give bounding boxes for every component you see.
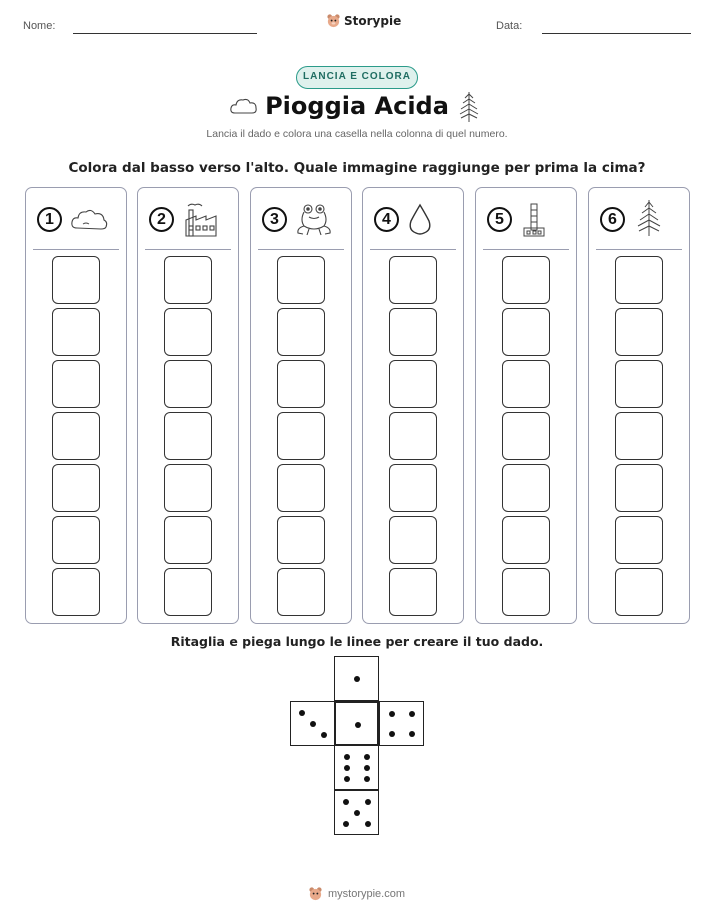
die-pip [344, 776, 350, 782]
die-pip [409, 711, 415, 717]
color-box[interactable] [615, 412, 663, 460]
column-2 [137, 187, 239, 624]
color-box[interactable] [52, 256, 100, 304]
color-box[interactable] [615, 568, 663, 616]
die-pip [299, 710, 305, 716]
die-pip [344, 765, 350, 771]
number-badge: 5 [487, 207, 512, 232]
color-box[interactable] [277, 516, 325, 564]
number-badge: 1 [37, 207, 62, 232]
column-header [598, 202, 683, 240]
column-divider [258, 249, 344, 250]
chimney-icon [519, 202, 561, 238]
color-box[interactable] [164, 256, 212, 304]
color-box[interactable] [164, 412, 212, 460]
column-divider [33, 249, 119, 250]
color-box[interactable] [389, 412, 437, 460]
pine-tree-icon [456, 90, 482, 124]
color-box[interactable] [389, 516, 437, 564]
color-box[interactable] [502, 516, 550, 564]
number-badge: 3 [262, 207, 287, 232]
die-pip [344, 754, 350, 760]
column-header [260, 202, 345, 240]
cloud-icon [69, 202, 111, 238]
name-label: Nome: [23, 20, 56, 32]
die-pip [364, 765, 370, 771]
activity-badge: LANCIA E COLORA [296, 66, 418, 89]
race-columns [25, 187, 690, 624]
color-box[interactable] [52, 516, 100, 564]
storypie-mascot-icon [308, 886, 323, 901]
storypie-mascot-icon [326, 13, 341, 28]
color-box[interactable] [502, 412, 550, 460]
color-box[interactable] [52, 568, 100, 616]
column-divider [483, 249, 569, 250]
column-6 [588, 187, 690, 624]
page-title: Pioggia Acida [265, 92, 449, 120]
column-4 [362, 187, 464, 624]
number-badge: 4 [374, 207, 399, 232]
die-pip [389, 731, 395, 737]
die-pip [409, 731, 415, 737]
die-pip [364, 754, 370, 760]
color-box[interactable] [502, 568, 550, 616]
column-header [147, 202, 232, 240]
date-label: Data: [496, 20, 523, 32]
number-badge: 6 [600, 207, 625, 232]
column-divider [145, 249, 231, 250]
die-pip [365, 799, 371, 805]
die-face-1 [334, 656, 379, 701]
name-line[interactable] [73, 33, 257, 34]
column-header [372, 202, 457, 240]
subtitle: Lancia il dado e colora una casella nella colonna di quel numero. [206, 128, 508, 140]
die-pip [389, 711, 395, 717]
die-pip [310, 721, 316, 727]
die-face-4 [379, 701, 424, 746]
die-pip [354, 676, 360, 682]
color-box[interactable] [615, 308, 663, 356]
die-face-5 [334, 745, 379, 790]
color-box[interactable] [277, 412, 325, 460]
color-box[interactable] [164, 464, 212, 512]
footer [308, 886, 405, 901]
brand-name: Storypie [344, 13, 402, 28]
color-box[interactable] [502, 360, 550, 408]
color-box[interactable] [277, 568, 325, 616]
color-box[interactable] [615, 464, 663, 512]
die-pip [343, 821, 349, 827]
die-face-1 [334, 701, 379, 746]
raindrop-icon [406, 202, 448, 238]
color-box[interactable] [277, 308, 325, 356]
color-box[interactable] [615, 516, 663, 564]
die-pip [365, 821, 371, 827]
color-box[interactable] [389, 568, 437, 616]
color-box[interactable] [615, 256, 663, 304]
column-header [485, 202, 570, 240]
column-3 [250, 187, 352, 624]
pine-tree-icon [632, 198, 674, 238]
die-pip [321, 732, 327, 738]
column-5 [475, 187, 577, 624]
die-pip [343, 799, 349, 805]
color-box[interactable] [389, 360, 437, 408]
instruction: Colora dal basso verso l'alto. Quale immagine raggiunge per prima la cima? [68, 160, 646, 176]
column-1 [25, 187, 127, 624]
color-box[interactable] [277, 464, 325, 512]
color-box[interactable] [615, 360, 663, 408]
die-pip [364, 776, 370, 782]
die-pip [354, 810, 360, 816]
color-box[interactable] [502, 256, 550, 304]
color-box[interactable] [502, 308, 550, 356]
color-box[interactable] [52, 412, 100, 460]
column-divider [596, 249, 682, 250]
color-box[interactable] [277, 360, 325, 408]
column-divider [370, 249, 456, 250]
number-badge: 2 [149, 207, 174, 232]
die-face-5 [334, 790, 379, 835]
color-box[interactable] [52, 360, 100, 408]
color-box[interactable] [164, 308, 212, 356]
color-box[interactable] [52, 308, 100, 356]
cut-instruction: Ritaglia e piega lungo le linee per creare il tuo dado. [170, 634, 544, 649]
die-face-3 [290, 701, 335, 746]
date-line[interactable] [542, 33, 691, 34]
color-box[interactable] [389, 308, 437, 356]
color-box[interactable] [277, 256, 325, 304]
factory-icon [181, 202, 223, 238]
color-box[interactable] [502, 464, 550, 512]
color-box[interactable] [52, 464, 100, 512]
die-pip [355, 722, 361, 728]
color-box[interactable] [389, 256, 437, 304]
footer-url[interactable]: mystorypie.com [328, 887, 406, 900]
color-box[interactable] [389, 464, 437, 512]
frog-icon [294, 202, 336, 238]
brand-logo [326, 13, 401, 28]
color-box[interactable] [164, 568, 212, 616]
column-header [35, 202, 120, 240]
color-box[interactable] [164, 360, 212, 408]
color-box[interactable] [164, 516, 212, 564]
